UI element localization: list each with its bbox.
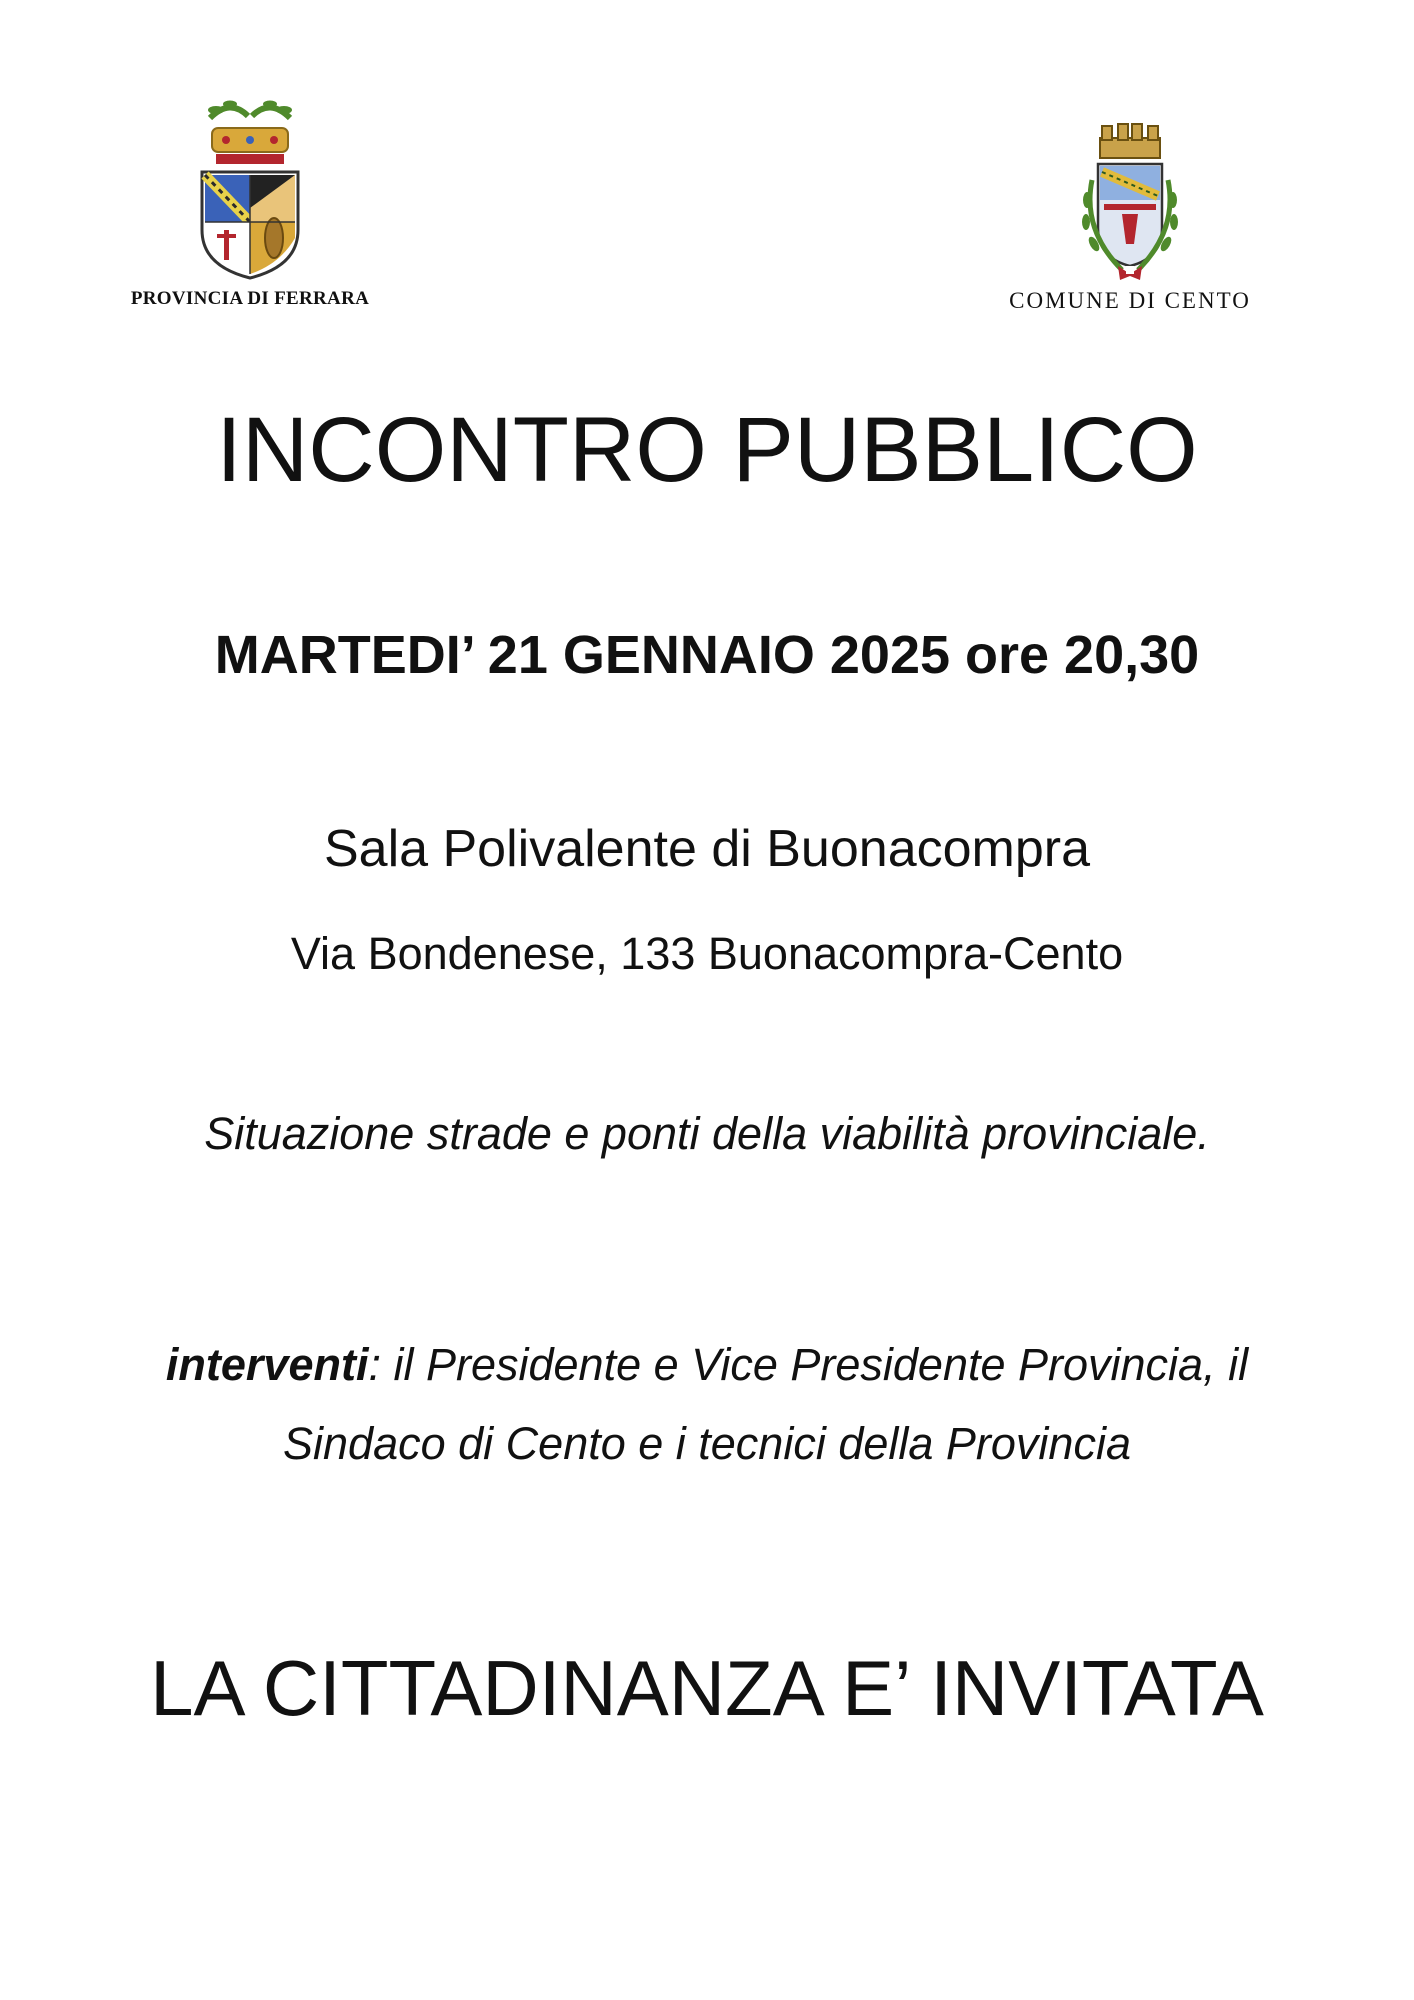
event-topic: Situazione strade e ponti della viabilità provinciale. [204,1108,1210,1159]
speakers-text-2: Sindaco di Cento e i tecnici della Provincia [283,1418,1131,1469]
provincia-ferrara-coat-of-arms-icon [190,98,310,280]
comune-cento-caption: COMUNE DI CENTO [1009,288,1251,313]
event-address: Via Bondenese, 133 Buonacompra-Cento [290,928,1124,979]
speakers-text-1: : il Presidente e Vice Presidente Provincia, il [368,1339,1249,1390]
provincia-ferrara-caption: PROVINCIA DI FERRARA [130,288,370,309]
event-venue: Sala Polivalente di Buonacompra [323,820,1091,878]
comune-cento-coat-of-arms-icon [1070,120,1190,282]
speakers-label: interventi [165,1339,369,1390]
event-invitation: LA CITTADINANZA E’ INVITATA [150,1644,1264,1732]
event-speakers [80,1325,1334,1483]
speakers-line-1 [80,1325,1334,1404]
event-title: INCONTRO PUBBLICO [216,399,1198,501]
event-datetime: MARTEDI’ 21 GENNAIO 2025 ore 20,30 [214,625,1200,685]
comune-cento-logo [980,120,1280,314]
provincia-ferrara-logo [100,98,400,310]
